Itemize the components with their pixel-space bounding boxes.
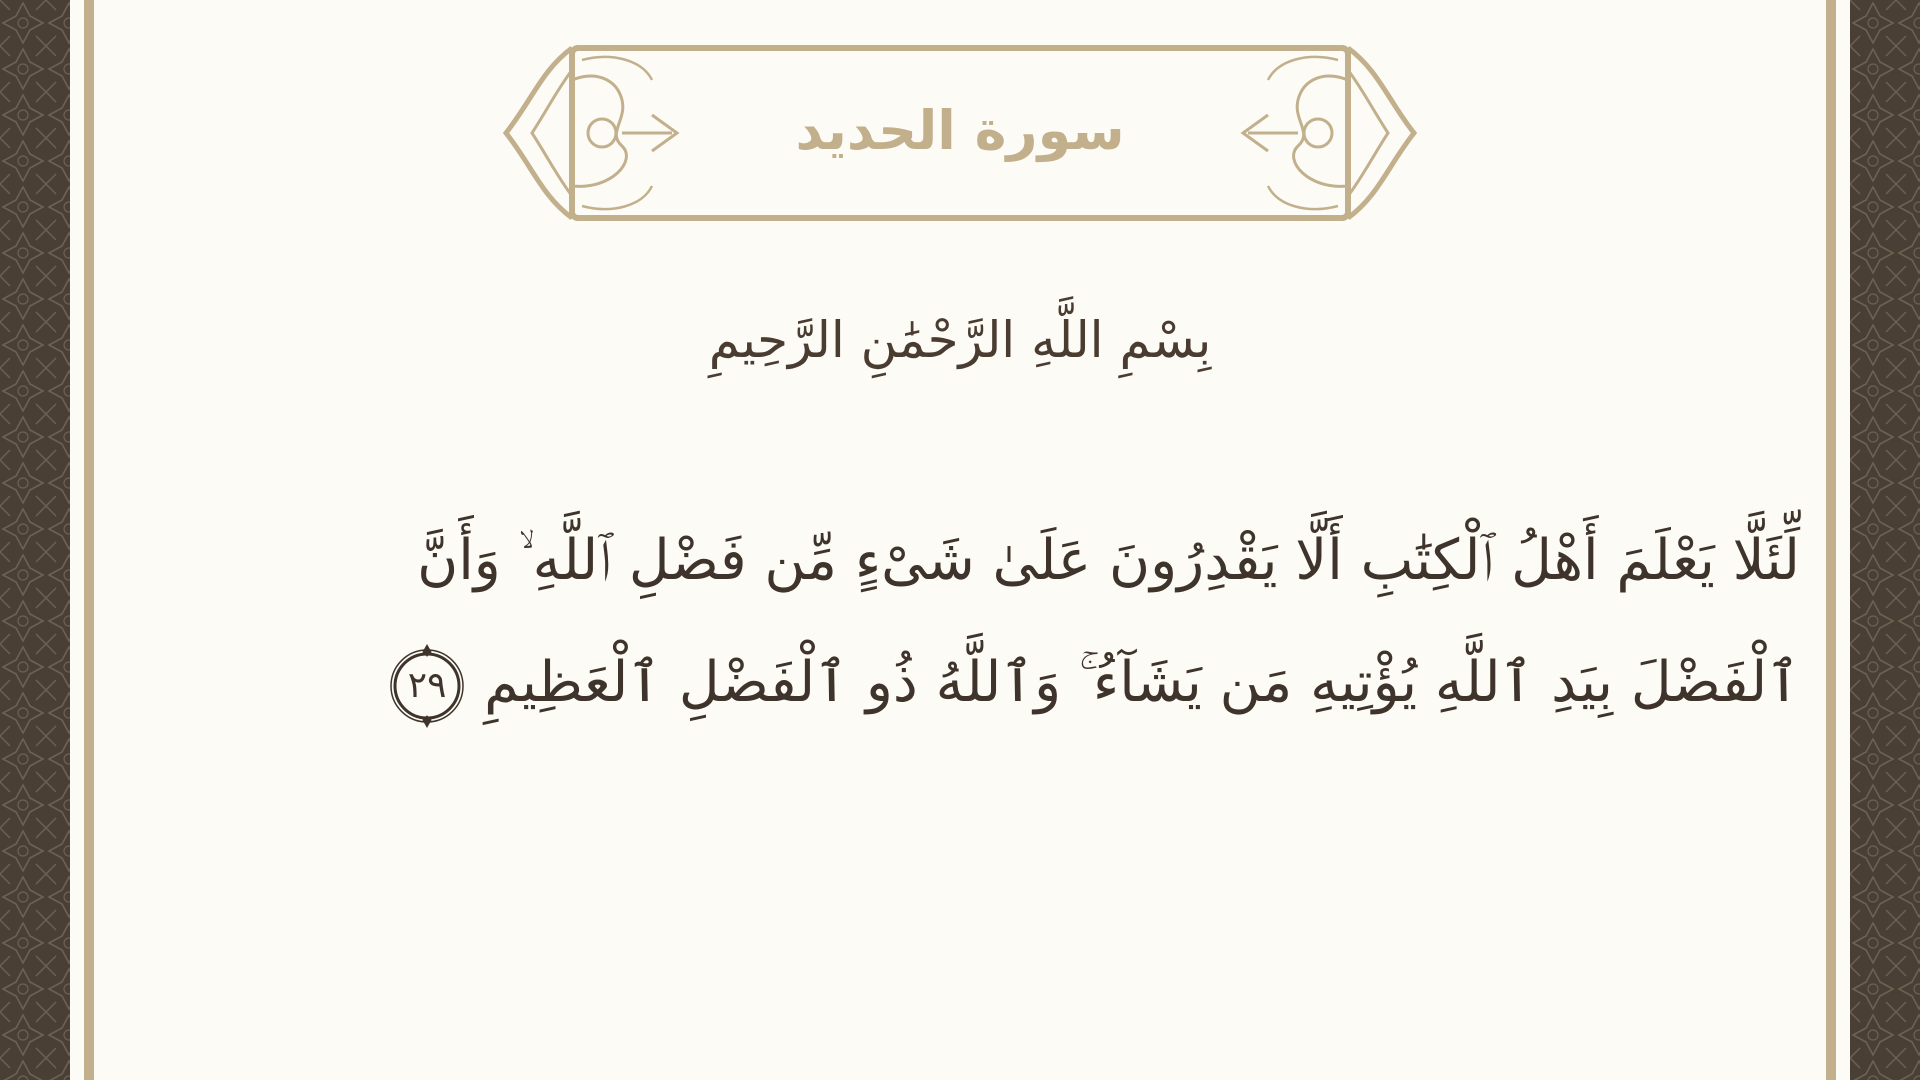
- ayah-number: ٢٩: [407, 664, 447, 706]
- left-pattern-border: [0, 0, 70, 1080]
- basmala: بِسْمِ اللَّهِ الرَّحْمَٰنِ الرَّحِيمِ: [708, 311, 1212, 369]
- right-pattern-border: [1850, 0, 1920, 1080]
- geometric-pattern-icon: [1850, 0, 1920, 1080]
- left-gold-rule: [84, 0, 94, 1080]
- verse-line-1: لِّئَلَّا يَعْلَمَ أَهْلُ ٱلْكِتَٰبِ أَلَّا يَقْدِرُونَ عَلَىٰ شَىْءٍ مِّن فَضْلِ ٱللَّهِ ۙ وَأَنَّ: [417, 528, 1800, 593]
- right-gold-rule: [1826, 0, 1836, 1080]
- verse-text: [240, 500, 1800, 744]
- verse-line-2: [240, 622, 1800, 744]
- surah-title-cartouche: [502, 40, 1418, 226]
- surah-title: سورة الحديد: [795, 99, 1125, 162]
- ayah-end-marker: [384, 643, 470, 729]
- geometric-pattern-icon: [0, 0, 70, 1080]
- verse-line-2-text: ٱلْفَضْلَ بِيَدِ ٱللَّهِ يُؤْتِيهِ مَن يَشَآءُ ۚ وَٱللَّهُ ذُو ٱلْفَضْلِ ٱلْعَظِيمِ: [484, 650, 1800, 715]
